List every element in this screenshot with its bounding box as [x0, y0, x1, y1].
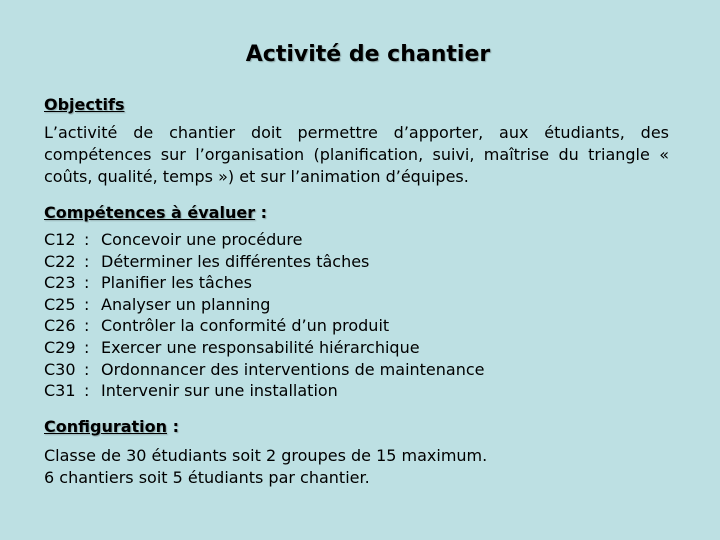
competence-item — [44, 380, 485, 402]
competences-heading-label: Compétences à évaluer — [44, 203, 256, 222]
competence-separator: : — [84, 359, 90, 379]
objectifs-text: L’activité de chantier doit permettre d’apporter, aux étudiants, des compétences sur l’organisation (planification, suivi, maîtrise du triangle « coûts, qualité, temps ») et sur l’animation d’équipes. — [44, 123, 669, 186]
configuration-line: 6 chantiers soit 5 étudiants par chantier. — [44, 468, 370, 487]
objectifs-heading-label: Objectifs — [44, 95, 125, 114]
slide-title: Activité de chantier — [245, 42, 491, 67]
competence-code: C31 — [44, 381, 76, 401]
competence-code: C26 — [44, 316, 76, 336]
competence-code: C22 — [44, 251, 76, 271]
competence-label: Planifier les tâches — [101, 273, 252, 293]
competence-item — [44, 337, 485, 359]
competence-item — [44, 229, 485, 251]
competence-separator: : — [84, 251, 90, 271]
competence-separator: : — [84, 273, 90, 293]
competence-label: Analyser un planning — [101, 294, 271, 314]
competence-item — [44, 251, 485, 273]
competences-list — [44, 229, 485, 402]
competences-heading — [44, 203, 267, 222]
competence-separator: : — [84, 381, 90, 401]
competence-separator: : — [84, 294, 90, 314]
configuration-heading — [44, 417, 179, 436]
competence-item — [44, 294, 485, 316]
objectifs-heading — [44, 95, 125, 114]
competence-code: C29 — [44, 337, 76, 357]
competence-label: Contrôler la conformité d’un produit — [101, 316, 390, 336]
competence-item — [44, 315, 485, 337]
competence-label: Ordonnancer des interventions de maintenance — [101, 359, 485, 379]
competence-code: C25 — [44, 294, 76, 314]
competences-heading-suffix: : — [255, 203, 268, 222]
competence-code: C23 — [44, 273, 76, 293]
competence-label: Exercer une responsabilité hiérarchique — [101, 337, 420, 357]
configuration-line: Classe de 30 étudiants soit 2 groupes de 15 maximum. — [44, 446, 488, 465]
competence-item — [44, 272, 485, 294]
competence-separator: : — [84, 316, 90, 336]
competence-separator: : — [84, 337, 90, 357]
competence-item — [44, 359, 485, 381]
competence-label: Déterminer les différentes tâches — [101, 251, 370, 271]
configuration-heading-label: Configuration — [44, 417, 168, 436]
competence-code: C12 — [44, 230, 76, 249]
competence-label: Intervenir sur une installation — [101, 381, 338, 401]
competence-code: C30 — [44, 359, 76, 379]
competence-separator: : — [84, 230, 90, 249]
competence-label: Concevoir une procédure — [101, 230, 303, 249]
configuration-heading-suffix: : — [167, 417, 179, 436]
configuration-text — [44, 445, 669, 489]
